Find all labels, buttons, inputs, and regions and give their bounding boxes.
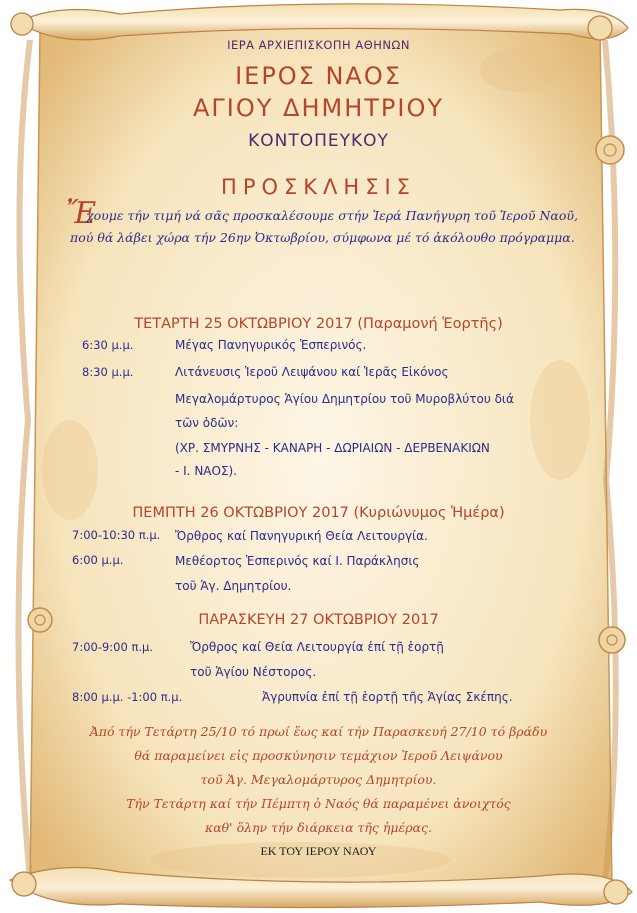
event-time: 7:00-9:00 π.μ. [72, 640, 154, 654]
day-heading-thursday: ΠΕΜΠΤΗ 26 ΟΚΤΩΒΡΙΟΥ 2017 (Κυριώνυμος Ἡμέρα) [132, 505, 505, 521]
day-heading-wednesday: ΤΕΤΑΡΤΗ 25 ΟΚΤΩΒΡΙΟΥ 2017 (Παραμονή Ἑορτῆς) [134, 316, 503, 332]
event-time: 8:30 μ.μ. [82, 365, 134, 379]
event-description: Ὄρθρος καί Πανηγυρική Θεία Λειτουργία. [175, 529, 428, 543]
event-description: (ΧΡ. ΣΜΥΡΝΗΣ - ΚΑΝΑΡΗ - ΔΩΡΙΑΙΩΝ - ΔΕΡΒΕΝΑΚΙΩΝ [175, 441, 490, 455]
notice-line: θά παραμείνει εἰς προσκύνησιν τεμάχιον Ἱεροῦ Λειψάνου [134, 748, 503, 763]
invitation-title: ΠΡΟΣΚΛΗΣΙΣ [221, 175, 416, 199]
event-description: τοῦ Ἁγ. Δημητρίου. [175, 579, 292, 593]
event-description: Μέγας Πανηγυρικός Ἑσπερινός. [175, 338, 367, 352]
event-description: - Ι. ΝΑΟΣ). [175, 464, 238, 478]
diocese-name: ΙΕΡΑ ΑΡΧΙΕΠΙΣΚΟΠΗ ΑΘΗΝΩΝ [227, 38, 410, 52]
church-name-line1: ΙΕΡΟΣ ΝΑΟΣ [235, 62, 402, 90]
event-description: Ἀγρυπνία ἐπί τῇ ἑορτῇ τῆς Ἁγίας Σκέπης. [262, 690, 513, 704]
event-description: Μεθέορτος Ἑσπερινός καί Ι. Παράκλησις [175, 554, 420, 568]
notice-line: τοῦ Ἁγ. Μεγαλομάρτυρος Δημητρίου. [200, 772, 437, 787]
intro-line-2: πού θά λάβει χώρα τήν 26ην Ὀκτωβρίου, σύμφωνα μέ τό ἀκόλουθο πρόγραμμα. [70, 230, 575, 245]
event-description: Ὄρθρος καί Θεία Λειτουργία ἐπί τῇ ἑορτῇ [190, 640, 444, 654]
event-time: 6:30 μ.μ. [82, 338, 134, 352]
event-description: τῶν ὁδῶν: [175, 416, 239, 430]
event-time: 6:00 μ.μ. [72, 553, 124, 567]
day-heading-friday: ΠΑΡΑΣΚΕΥΗ 27 ΟΚΤΩΒΡΙΟΥ 2017 [198, 612, 439, 628]
drop-cap-letter: Ἔ [66, 196, 97, 231]
location-name: ΚΟΝΤΟΠΕΥΚΟΥ [248, 131, 389, 151]
event-description: Λιτάνευσις Ἱεροῦ Λειψάνου καί Ἱερᾶς Εἰκόνος [175, 365, 449, 379]
notice-line: Ἀπό τήν Τετάρτη 25/10 τό πρωί ἕως καί τήν Παρασκευή 27/10 τό βράδυ [89, 724, 548, 739]
event-description: Μεγαλομάρτυρος Ἁγίου Δημητρίου τοῦ Μυροβλύτου διά [175, 392, 514, 406]
intro-line-1: χουμε τήν τιμή νά σᾶς προσκαλέσουμε στήν Ἱερά Πανήγυρη τοῦ Ἱεροῦ Ναοῦ, [86, 208, 578, 223]
notice-line: καθ' ὅλην τήν διάρκεια τῆς ἡμέρας. [205, 820, 432, 835]
signature: ΕΚ ΤΟΥ ΙΕΡΟΥ ΝΑΟΥ [260, 844, 377, 858]
church-name-line2: ΑΓΙΟΥ ΔΗΜΗΤΡΙΟΥ [192, 94, 445, 122]
event-time: 8:00 μ.μ. -1:00 π.μ. [72, 690, 183, 704]
event-description: τοῦ Ἁγίου Νέστορος. [190, 665, 317, 679]
intro-paragraph [70, 205, 580, 249]
notice-line: Τήν Τετάρτη καί τήν Πέμπτη ὁ Ναός θά παραμένει ἀνοιχτός [126, 796, 511, 811]
event-time: 7:00-10:30 π.μ. [72, 528, 161, 542]
